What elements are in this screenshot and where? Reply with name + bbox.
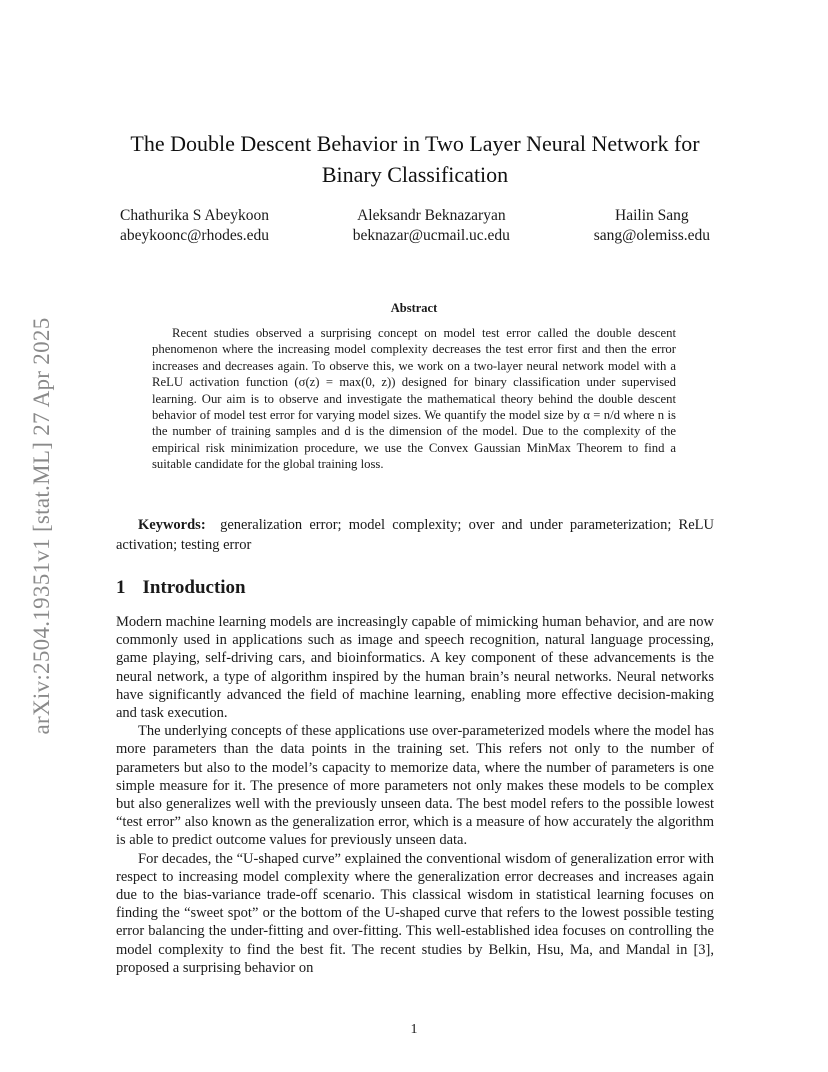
abstract-heading: Abstract xyxy=(390,301,438,315)
keywords xyxy=(116,516,714,555)
introduction-body xyxy=(116,613,714,977)
author-email: sang@olemiss.edu xyxy=(593,227,710,244)
author-name: Hailin Sang xyxy=(615,207,689,224)
author-name: Aleksandr Beknazaryan xyxy=(357,207,506,224)
abstract-text: Recent studies observed a surprising concept on model test error called the double descent phenomenon where the increasing model complexity decreases the test error first and then the error increases and decreases again. To observe this, we work on a two-layer neural network model with a ReLU activation function (σ(z) = max(0, z)) designed for binary classification under supervised learning. Our aim is to observe and investigate the mathematical theory behind the double descent behavior of model test error for varying model sizes. We quantify the model size by α = n/d where n is the number of training samples and d is the dimension of the model. Due to the complexity of the empirical risk minimization procedure, we use the Convex Gaussian MinMax Theorem to find a suitable candidate for the global training loss. xyxy=(152,326,676,472)
section-heading xyxy=(116,577,246,599)
arxiv-identifier: arXiv:2504.19351v1 [stat.ML] 27 Apr 2025 xyxy=(29,317,54,735)
paragraph: Modern machine learning models are increasingly capable of mimicking human behavior, and are now commonly used in applications such as image and speech recognition, natural language processing, game playing, self-driving cars, and bioinformatics. A key component of these advancements is the neural network, a type of algorithm inspired by the human brain’s neural networks. Neural networks have significantly advanced the field of machine learning, enabling more effective decision-making and task execution. xyxy=(116,614,714,722)
author-1 xyxy=(120,206,269,246)
author-2 xyxy=(353,206,510,246)
paper-title: The Double Descent Behavior in Two Layer Neural Network for Binary Classification xyxy=(130,131,700,187)
keywords-text: generalization error; model complexity; over and under parameterization; ReLU activation; testing error xyxy=(116,517,714,553)
paragraph: For decades, the “U-shaped curve” explained the conventional wisdom of generalization error with respect to increasing model complexity where the generalization error decreases and increases again due to the bias-variance trade-off scenario. This classical wisdom in statistical learning focuses on finding the “sweet spot” or the bottom of the U-shaped curve that refers to the lowest possible testing error balancing the under-fitting and over-fitting. This well-established idea focuses on controlling the model complexity to find the best fit. The recent studies by Belkin, Hsu, Ma, and Mandal in [3], proposed a surprising behavior on xyxy=(116,850,714,976)
author-list xyxy=(120,206,710,246)
author-email: beknazar@ucmail.uc.edu xyxy=(352,227,510,244)
author-name: Chathurika S Abeykoon xyxy=(120,207,269,224)
author-3 xyxy=(594,206,710,246)
author-email: abeykoonc@rhodes.edu xyxy=(120,227,269,244)
section-title: Introduction xyxy=(142,577,246,598)
section-number: 1 xyxy=(116,577,126,598)
paragraph: The underlying concepts of these applications use over-parameterized models where the model has more parameters than the data points in the training set. This refers not only to the number of parameters but also to the model’s capacity to memorize data, where the number of parameters is one simple measure for it. The presence of more parameters not only makes these models to be complex but also generalizes well with the previously unseen data. The best model refers to the possible lowest “test error” also known as the generalization error, which is a measure of how accurately the algorithm is able to predict outcome values for previously unseen data. xyxy=(116,723,714,849)
keywords-label: Keywords: xyxy=(138,517,206,533)
page-number: 1 xyxy=(410,1022,418,1037)
